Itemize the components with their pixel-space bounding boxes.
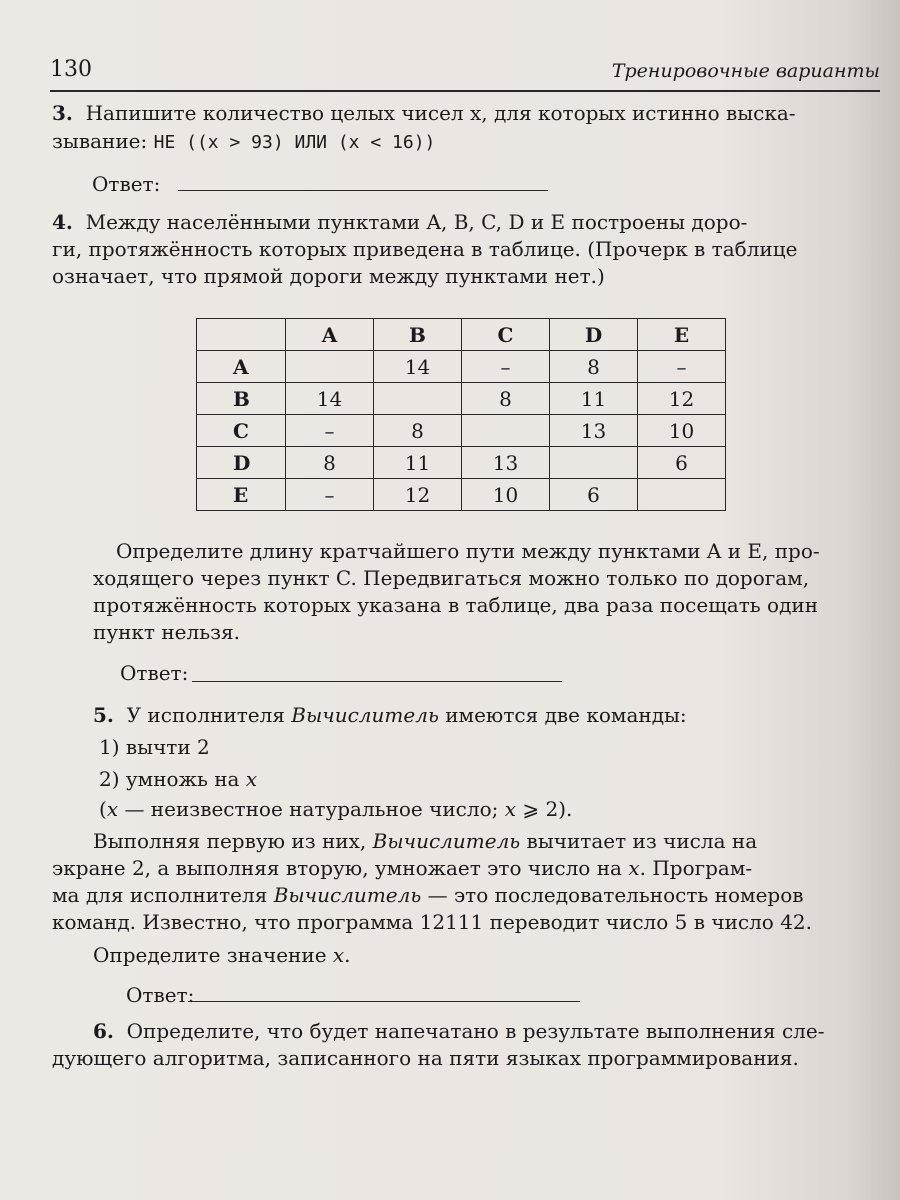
table-cell: 8	[374, 415, 462, 447]
table-row	[197, 383, 726, 415]
task5-intro	[93, 701, 687, 729]
task5-p1-a: Выполняя первую из них,	[93, 829, 373, 853]
table-cell: –	[462, 351, 550, 383]
column-header: A	[286, 319, 374, 351]
task5-para-2	[52, 854, 752, 882]
table-cell	[550, 447, 638, 479]
column-header: C	[462, 319, 550, 351]
table-cell: 8	[462, 383, 550, 415]
table-cell: 10	[462, 479, 550, 511]
page-number: 130	[50, 57, 92, 82]
table-row	[197, 351, 726, 383]
task5-intro-a: У исполнителя	[126, 703, 292, 727]
task4-line1	[52, 208, 747, 236]
task5-note	[99, 795, 572, 823]
page-header	[50, 57, 880, 92]
task5-question-var: x	[332, 943, 345, 967]
task5-number: 5.	[93, 703, 114, 727]
task5-p3-c: — это последовательность номеров	[421, 883, 804, 907]
row-header: D	[197, 447, 286, 479]
task5-p3-executor: Вычислитель	[273, 883, 422, 907]
task5-intro-executor: Вычислитель	[291, 703, 439, 727]
table-cell: 12	[638, 383, 726, 415]
row-header: E	[197, 479, 286, 511]
task3-text-2: зывание:	[52, 129, 154, 153]
task6-number: 6.	[93, 1019, 114, 1043]
task5-note-var1: x	[106, 797, 119, 821]
task5-command-2-var: x	[245, 767, 258, 791]
task3-line1	[52, 99, 796, 127]
task5-note-a: (	[99, 797, 107, 821]
task5-para-3	[52, 881, 804, 909]
table-row	[197, 479, 726, 511]
task6-text-1: Определите, что будет напечатано в результате выполнения сле-	[126, 1019, 825, 1043]
task4-question-4: пункт нельзя.	[93, 620, 240, 644]
table-cell: 12	[374, 479, 462, 511]
task3-number: 3.	[52, 101, 73, 125]
task4-number: 4.	[52, 210, 73, 234]
table-cell: –	[638, 351, 726, 383]
task5-p2-c: . Програм-	[639, 856, 753, 880]
column-header: B	[374, 319, 462, 351]
table-cell: 6	[550, 479, 638, 511]
row-header: C	[197, 415, 286, 447]
task5-question-dot: .	[344, 943, 351, 967]
task4-line2: ги, протяжённость которых приведена в таблице. (Прочерк в таблице	[52, 237, 798, 261]
task5-command-2-text: 2) умножь на	[99, 767, 246, 791]
task4-line3: означает, что прямой дороги между пунктами нет.)	[52, 264, 605, 288]
task4-answer-line[interactable]	[192, 681, 562, 682]
table-cell: 11	[374, 447, 462, 479]
table-cell: 13	[550, 415, 638, 447]
table-cell: 14	[286, 383, 374, 415]
table-cell	[638, 479, 726, 511]
task5-p3-a: ма для исполнителя	[52, 883, 274, 907]
row-header: A	[197, 351, 286, 383]
task5-p2-a: экране 2, а выполняя вторую, умножает это число на	[52, 856, 629, 880]
task5-note-e: ⩾ 2).	[516, 797, 573, 821]
table-cell: 8	[550, 351, 638, 383]
task5-p1-c: вычитает из числа на	[520, 829, 758, 853]
table-cell: 10	[638, 415, 726, 447]
column-header: D	[550, 319, 638, 351]
table-cell	[462, 415, 550, 447]
task5-intro-c: имеются две команды:	[438, 703, 687, 727]
task5-note-var2: x	[504, 797, 516, 821]
table-row	[197, 415, 726, 447]
distance-table	[196, 318, 726, 511]
task3-answer-label: Ответ:	[92, 172, 161, 196]
table-cell: 6	[638, 447, 726, 479]
task5-answer-line[interactable]	[188, 1001, 580, 1002]
task3-answer-line[interactable]	[178, 190, 548, 191]
task5-command-2	[99, 765, 257, 793]
task5-answer-label: Ответ:	[126, 983, 195, 1007]
task5-para-4: команд. Известно, что программа 12111 переводит число 5 в число 42.	[52, 910, 813, 934]
task5-note-c: — неизвестное натуральное число;	[118, 797, 505, 821]
running-title: Тренировочные варианты	[611, 60, 880, 82]
task4-text-1: Между населёнными пунктами A, B, C, D и E построены доро-	[85, 210, 748, 234]
task6-line2: дующего алгоритма, записанного на пяти языках программирования.	[52, 1046, 799, 1070]
column-header: E	[638, 319, 726, 351]
table-cell: 13	[462, 447, 550, 479]
task4-question-3: протяжённость которых указана в таблице, два раза посещать один	[93, 593, 819, 617]
task5-question-text: Определите значение	[93, 943, 333, 967]
table-cell: 8	[286, 447, 374, 479]
table-cell: –	[286, 415, 374, 447]
task5-para-1	[93, 827, 757, 855]
task4-answer-label: Ответ:	[120, 661, 189, 685]
task5-p1-executor: Вычислитель	[372, 829, 521, 853]
table-cell	[286, 351, 374, 383]
table-header-row	[197, 319, 726, 351]
task3-text-1: Напишите количество целых чисел x, для которых истинно выска-	[85, 101, 796, 125]
task3-line2	[52, 127, 435, 157]
table-cell: –	[286, 479, 374, 511]
table-cell: 11	[550, 383, 638, 415]
row-header: B	[197, 383, 286, 415]
task3-expression: НЕ ((x > 93) ИЛИ (x < 16))	[153, 132, 436, 153]
table-cell	[374, 383, 462, 415]
table-cell: 14	[374, 351, 462, 383]
task5-p2-var: x	[628, 856, 640, 880]
task6-line1	[93, 1017, 824, 1045]
table-corner-cell	[197, 319, 286, 351]
task4-question-2: ходящего через пункт C. Передвигаться можно только по дорогам,	[93, 566, 810, 590]
table-row	[197, 447, 726, 479]
task5-command-1: 1) вычти 2	[99, 735, 210, 759]
task5-question	[93, 941, 351, 969]
task4-question-1: Определите длину кратчайшего пути между пунктами A и E, про-	[116, 539, 820, 563]
